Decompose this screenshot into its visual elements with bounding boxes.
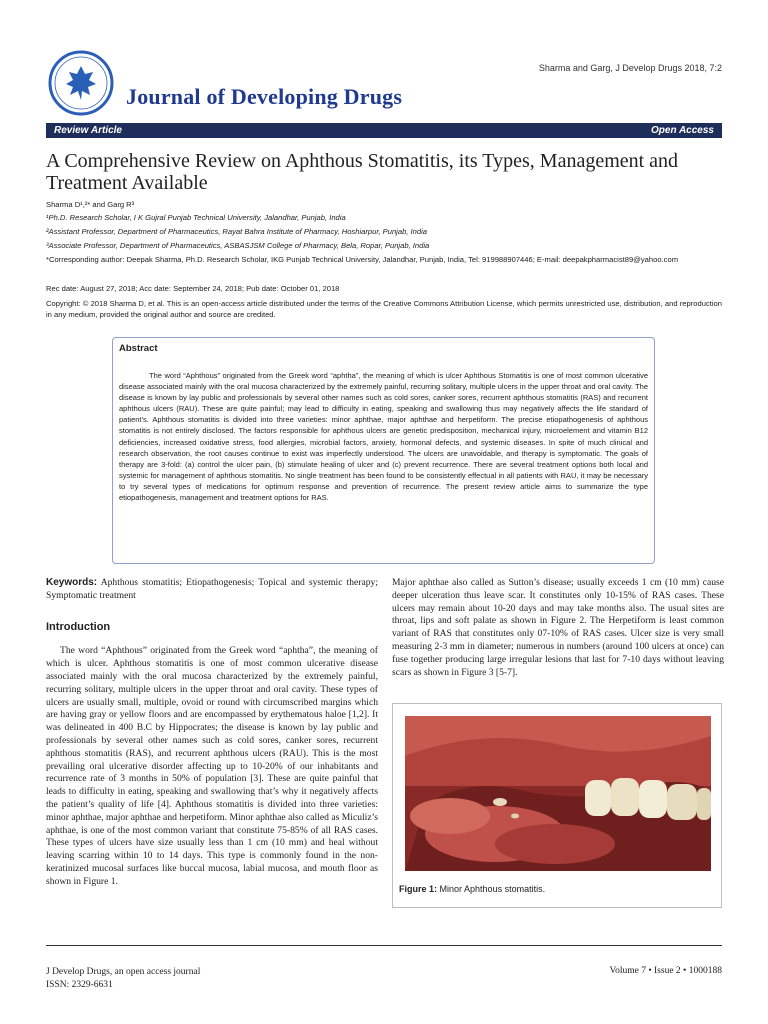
introduction-heading: Introduction <box>46 620 111 633</box>
introduction-text: The word “Aphthous” originated from the Greek word “aphtha”, the meaning of which is ulcer. Aphthous stomatitis is one of most common ulcerative disease associated mainly with the oral mucosa characterized by the extremely painful, recurring solitary, multiple ulcers in the upper throat and oral cavity. These types of ulcers are usually small, multiple, ovoid or round with circumscribed margins which are having gray or yellow floors and are encompassed by erythematous haloe [1,2]. It was delineated in 400 B.C by Hippocrates; the disease is known by lay public and professionals by several other names such as cold sores, canker sores, recurrent aphthous stomatitis (RAS), and recurrent aphthous ulcers (RAU). This is the most prevailing oral ulcerative disorder affecting up to 10-20% of our inhabitants and recurrence rate of 3 months in 50% of population [3]. These are quite painful that leads to difficulty in eating, speaking and swallowing that’s why it negatively affects the patient’s quality of life [4]. Aphthous stomatitis is divided into three varieties: minor aphthae, major aphthae and herpetiform. Minor aphthae also called as Miculiz’s aphthae, is one of the most common variant that constitute 75-85% of all RAS cases. These types of ulcers have size usually less than 1 cm (10 mm) and heal without leaving scarring within 10 to 14 days. This type is commonly found in the non-keratinized mucosal surfaces like buccal mucosa, labial mucosa, and mouth floor as shown in Figure 1. <box>46 645 378 887</box>
footer-journal-info <box>46 966 200 992</box>
keywords <box>46 577 378 603</box>
affiliation-2: ²Assistant Professor, Department of Pharmaceutics, Rayat Bahra Institute of Pharmacy, Hoshiarpur, Punjab, India <box>46 227 427 236</box>
figure-1-caption-text: Minor Aphthous stomatitis. <box>439 884 546 894</box>
affiliation-1: ¹Ph.D. Research Scholar, I K Gujral Punjab Technical University, Jalandhar, Punjab, India <box>46 213 346 222</box>
keywords-label: Keywords: <box>46 577 98 588</box>
article-type-banner <box>46 123 722 138</box>
article-title: A Comprehensive Review on Aphthous Stomatitis, its Types, Management and Treatment Available <box>46 150 679 194</box>
article-type-label: Review Article <box>54 125 122 136</box>
footer-issn: ISSN: 2329-6631 <box>46 980 113 990</box>
affiliation-3: ³Associate Professor, Department of Pharmaceutics, ASBASJSM College of Pharmacy, Bela, Ropar, Punjab, India <box>46 241 430 250</box>
figure-1-image <box>405 716 711 871</box>
open-access-label: Open Access <box>651 125 714 136</box>
figure-1-caption <box>399 884 545 894</box>
right-column-text: Major aphthae also called as Sutton’s disease; usually exceeds 1 cm (10 mm) cause deeper ulceration thus leave scar. It constitutes only 10-15% of RAS cases. These ulcers may remain about 10-20 days and may take months also. The usual sites are throat, lips and soft palate as shown in Figure 2. The Herpetiform is least common variant of RAS that constitutes only 07-10% of RAS cases. Ulcer size is very small measuring 2-3 mm in diameter; numerous in numbers (around 100 ulcers at once) can fuse together producing large irregular lesions that last for 7-10 days without leaving scars as shown in Figure 3 [5-7]. <box>392 577 724 678</box>
journal-title: Journal of Developing Drugs <box>126 84 403 109</box>
figure-1 <box>392 703 722 908</box>
article-dates: Rec date: August 27, 2018; Acc date: September 24, 2018; Pub date: October 01, 2018 <box>46 284 340 293</box>
authors: Sharma D¹,²* and Garg R³ <box>46 200 135 209</box>
right-column <box>392 577 724 679</box>
running-citation: Sharma and Garg, J Develop Drugs 2018, 7:2 <box>538 63 722 73</box>
abstract-heading: Abstract <box>119 343 158 354</box>
abstract-text: The word “Aphthous” originated from the Greek word “aphtha”, the meaning of which is ulcer Aphthous Stomatitis is one of most common ulcerative disease associated mainly with the oral mucosa characterized by the extremely painful, recurring solitary, multiple ulcers in the upper throat and oral cavity. The disease is known by lay public and professionals by several other names such as cold sores, canker sores, recurrent aphthous stomatitis (RAS) and recurrent aphthous ulcers (RAU). These are quite painful; may lead to difficulty in eating, speaking and swallowing thus may negatively affects the life standard of patient’s. Aphthous stomatitis is divided into three varieties: minor aphthae, major aphthae and herpetiform. The precise etiopathogenesis of aphthous stomatitis is not entirely disclosed. The factors responsible for aphthous ulcers are genetic predisposition, mechanical injury, microelement and vitamin B12 deficiencies, increased oxidative stress, food allergies, microbial factors, anxiety, hormonal defects, and systemic diseases. In spite of much clinical and research observation, the root causes continue to exist was imperfectly understood. The ulcers are unavoidable, and therapy is symptomatic. The goals of therapy are 3-fold: (a) control the ulcer pain, (b) stimulate healing of ulcer and (c) prevent recurrence. There are several treatment options both local and systemic for management of aphthous stomatitis. No single treatment has been found to be consistently effectual in all patients with RAU, it may be necessary to try several types of medications for optimum response and prevention of recurrence. The present review article aims to summarize the type etiopathogenesis, management and treatment options for RAS. <box>119 371 648 503</box>
copyright-notice: Copyright: © 2018 Sharma D, et al. This is an open-access article distributed under the terms of the Creative Commons Attribution License, which permits unrestricted use, distribution, and reproduction in any medium, provided the original author and source are credited. <box>46 299 722 319</box>
footer-divider <box>46 945 722 946</box>
left-column <box>46 577 378 889</box>
journal-logo <box>48 50 114 116</box>
figure-1-label: Figure 1: <box>399 884 438 894</box>
footer-journal: J Develop Drugs, an open access journal <box>46 967 201 977</box>
corresponding-author: *Corresponding author: Deepak Sharma, Ph.D. Research Scholar, IKG Punjab Technical University, Jalandhar, Punjab, India, Tel: 919988907446; E-mail: deepakpharmacist89@yahoo.com <box>46 255 679 264</box>
footer-volume: Volume 7 • Issue 2 • 1000188 <box>609 966 722 976</box>
abstract-box <box>112 337 655 564</box>
keywords-text: Aphthous stomatitis; Etiopathogenesis; Topical and systemic therapy; Symptomatic treatment <box>46 577 378 601</box>
